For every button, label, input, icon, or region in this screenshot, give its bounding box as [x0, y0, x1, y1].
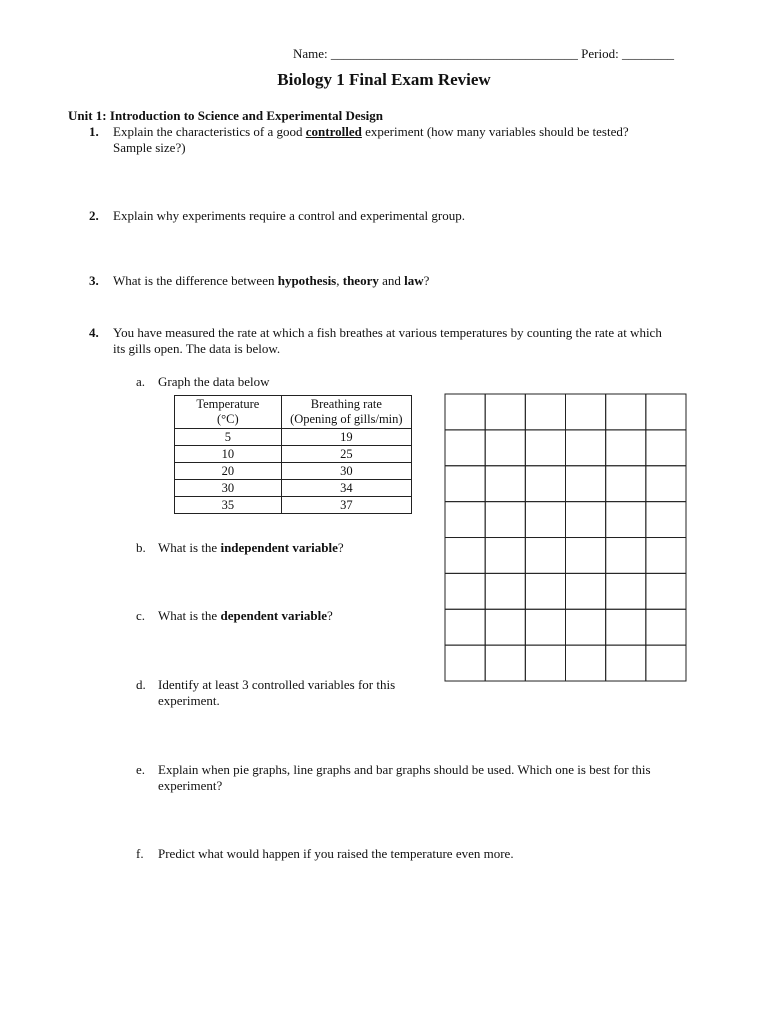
grid-cell — [606, 394, 646, 430]
grid-cell — [566, 466, 606, 502]
grid-cell — [485, 430, 525, 466]
blank-graph-grid — [444, 393, 688, 683]
temperature-cell: 35 — [175, 497, 282, 514]
grid-cell — [525, 430, 565, 466]
question-text: You have measured the rate at which a fish breathes at various temperatures by counting the rate at which — [113, 325, 662, 340]
grid-cell — [646, 394, 686, 430]
subpart-letter: d. — [136, 677, 146, 692]
grid-cell — [646, 573, 686, 609]
question-number: 1. — [89, 124, 99, 139]
term-law: law — [404, 273, 424, 288]
temperature-cell: 30 — [175, 480, 282, 497]
subpart-text-line2: experiment? — [158, 778, 223, 793]
term-dependent-variable: dependent variable — [220, 608, 328, 623]
grid-cell — [525, 502, 565, 538]
temperature-cell: 20 — [175, 463, 282, 480]
subpart-b — [136, 540, 436, 558]
grid-cell — [646, 645, 686, 681]
grid-cell — [525, 394, 565, 430]
grid-cell — [485, 466, 525, 502]
subpart-text: Graph the data below — [158, 374, 270, 389]
question-1 — [89, 124, 709, 158]
question-text: What is the difference between hypothesis, theory and law? — [113, 273, 430, 288]
subpart-text: Explain when pie graphs, line graphs and bar graphs should be used. Which one is best for this — [158, 762, 651, 777]
grid-cell — [606, 645, 646, 681]
grid-cell — [646, 466, 686, 502]
subpart-letter: b. — [136, 540, 146, 555]
question-2 — [89, 208, 709, 226]
grid-cell — [485, 394, 525, 430]
subpart-letter: f. — [136, 846, 144, 861]
grid-cell — [445, 609, 485, 645]
grid-cell — [445, 573, 485, 609]
grid-cell — [566, 645, 606, 681]
question-4 — [89, 325, 729, 359]
page-title: Biology 1 Final Exam Review — [277, 70, 491, 89]
grid-cell — [566, 573, 606, 609]
grid-cell — [646, 609, 686, 645]
grid-cell — [566, 430, 606, 466]
rate-cell: 34 — [281, 480, 411, 497]
grid-cell — [566, 502, 606, 538]
grid-cell — [485, 573, 525, 609]
column-header-temperature: Temperature (°C) — [175, 396, 282, 429]
table-row — [175, 429, 412, 446]
grid-cell — [646, 538, 686, 574]
temperature-cell: 5 — [175, 429, 282, 446]
grid-cell — [445, 466, 485, 502]
unit-heading: Unit 1: Introduction to Science and Experimental Design — [68, 108, 384, 123]
subpart-text: Predict what would happen if you raised the temperature even more. — [158, 846, 514, 861]
subpart-letter: c. — [136, 608, 146, 623]
subpart-a — [136, 374, 436, 392]
data-table — [174, 395, 412, 514]
subpart-d — [136, 677, 436, 711]
subpart-text-line2: experiment. — [158, 693, 220, 708]
subpart-text: What is the independent variable? — [158, 540, 344, 555]
question-text: Explain why experiments require a control and experimental group. — [113, 208, 465, 223]
name-period-line: Name: ______________________________________ Period: ________ — [293, 46, 674, 61]
grid-cell — [445, 430, 485, 466]
term-theory: theory — [342, 273, 379, 288]
grid-cell — [566, 394, 606, 430]
question-text-line2: Sample size?) — [113, 140, 186, 155]
grid-cell — [445, 645, 485, 681]
subpart-f — [136, 846, 636, 864]
question-number: 3. — [89, 273, 99, 288]
rate-cell: 25 — [281, 446, 411, 463]
grid-cell — [445, 394, 485, 430]
grid-cell — [445, 502, 485, 538]
subpart-letter: e. — [136, 762, 146, 777]
grid-cell — [525, 609, 565, 645]
question-text-line2: its gills open. The data is below. — [113, 341, 281, 356]
column-header-breathing-rate: Breathing rate (Opening of gills/min) — [281, 396, 411, 429]
grid-cell — [485, 538, 525, 574]
table-row — [175, 497, 412, 514]
grid-cell — [525, 538, 565, 574]
grid-cell — [606, 609, 646, 645]
subpart-c — [136, 608, 436, 626]
grid-cell — [566, 609, 606, 645]
rate-cell: 19 — [281, 429, 411, 446]
term-independent-variable: independent variable — [220, 540, 338, 555]
question-number: 2. — [89, 208, 99, 223]
question-number: 4. — [89, 325, 99, 340]
table-row — [175, 463, 412, 480]
grid-cell — [606, 466, 646, 502]
table-header-row — [175, 396, 412, 429]
question-text: Explain the characteristics of a good controlled experiment (how many variables should be tested? — [113, 124, 629, 139]
emphasis-controlled: controlled — [305, 124, 362, 139]
subpart-text: Identify at least 3 controlled variables for this — [158, 677, 396, 692]
grid-cell — [485, 609, 525, 645]
rate-cell: 37 — [281, 497, 411, 514]
subpart-e — [136, 762, 736, 796]
grid-cell — [525, 645, 565, 681]
grid-cell — [485, 645, 525, 681]
grid-cell — [606, 573, 646, 609]
grid-cell — [606, 430, 646, 466]
grid-cell — [525, 573, 565, 609]
question-3 — [89, 273, 709, 291]
grid-cell — [646, 502, 686, 538]
table-row — [175, 480, 412, 497]
grid-cell — [566, 538, 606, 574]
table-row — [175, 446, 412, 463]
grid-cell — [646, 430, 686, 466]
temperature-cell: 10 — [175, 446, 282, 463]
grid-cell — [606, 538, 646, 574]
grid-cell — [445, 538, 485, 574]
subpart-text: What is the dependent variable? — [158, 608, 333, 623]
subpart-letter: a. — [136, 374, 146, 389]
grid-cell — [606, 502, 646, 538]
rate-cell: 30 — [281, 463, 411, 480]
term-hypothesis: hypothesis — [277, 273, 337, 288]
grid-cell — [525, 466, 565, 502]
grid-cell — [485, 502, 525, 538]
